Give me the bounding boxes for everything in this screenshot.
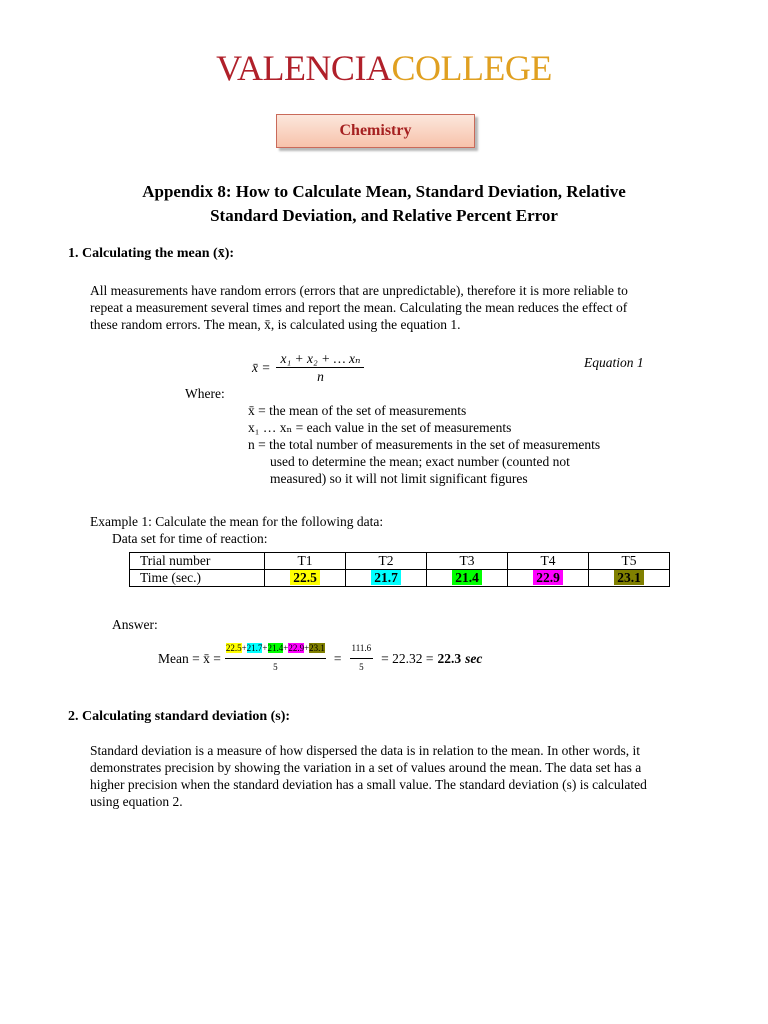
- answer-label: Answer:: [112, 617, 158, 632]
- table-cell: [427, 570, 508, 587]
- table-cell: [265, 570, 346, 587]
- paragraph-line: repeat a measurement several times and report the mean. Calculating the mean reduces the effect of: [90, 300, 628, 315]
- equation-numerator: x₁ + x₂ + … xₙ: [276, 350, 364, 368]
- subject-banner: [276, 114, 475, 148]
- where-label: Where:: [185, 386, 225, 401]
- table-row: [130, 570, 670, 587]
- sum-numerator: [225, 640, 326, 659]
- valencia-college-logo: [0, 48, 768, 88]
- dataset-line: Data set for time of reaction:: [112, 531, 268, 546]
- table-header-cell: T3: [427, 553, 508, 570]
- sum-term-5: 23.1: [309, 643, 325, 653]
- mean-result-value: 22.3: [437, 650, 462, 666]
- table-header-cell: T5: [589, 553, 670, 570]
- total-fraction: [350, 640, 374, 676]
- page-title: [60, 180, 708, 228]
- table-cell: [508, 570, 589, 587]
- title-line-1: Appendix 8: How to Calculate Mean, Standard Deviation, Relative: [142, 182, 626, 201]
- table-header-label: Trial number: [130, 553, 265, 570]
- value-t4: 22.9: [533, 570, 563, 585]
- value-t3: 21.4: [452, 570, 482, 585]
- total-numerator: 111.6: [350, 640, 374, 659]
- sum-fraction: [225, 640, 326, 676]
- equation-lhs: x̄ =: [252, 360, 271, 375]
- reaction-time-table: [129, 552, 670, 587]
- paragraph-line: Standard deviation is a measure of how dispersed the data is in relation to the mean. In other words, it: [90, 743, 640, 758]
- mean-prefix: Mean = x̄ =: [158, 650, 221, 666]
- plus-sign: +: [304, 643, 310, 653]
- value-t5: 23.1: [614, 570, 644, 585]
- where-definitions: [248, 402, 708, 487]
- equals-sign: =: [333, 650, 342, 666]
- mean-result-unit: sec: [465, 650, 483, 666]
- table-row: [130, 553, 670, 570]
- sum-denominator: 5: [273, 662, 278, 672]
- logo-valencia: VALENCIA: [216, 48, 392, 88]
- value-t1: 22.5: [290, 570, 320, 585]
- paragraph-line: All measurements have random errors (errors that are unpredictable), therefore it is more reliable to: [90, 283, 628, 298]
- section-1-heading: 1. Calculating the mean (x̄):: [68, 246, 235, 261]
- sum-term-2: 21.7: [246, 643, 263, 653]
- definition-mean: x̄ = the mean of the set of measurements: [248, 403, 467, 418]
- table-cell: [346, 570, 427, 587]
- plus-sign: +: [283, 643, 289, 653]
- title-line-2: Standard Deviation, and Relative Percent Error: [210, 206, 558, 225]
- table-row-label: Time (sec.): [130, 570, 265, 587]
- section-1-paragraph: [90, 282, 710, 333]
- definition-n-cont: measured) so it will not limit significant figures: [270, 471, 528, 486]
- equation-denominator: n: [317, 369, 324, 384]
- section-2-paragraph: [90, 742, 710, 810]
- mean-result-text: = 22.32 =: [381, 650, 434, 666]
- subject-label: Chemistry: [339, 122, 412, 139]
- table-cell: [589, 570, 670, 587]
- paragraph-line: using equation 2.: [90, 794, 183, 809]
- plus-sign: +: [262, 643, 268, 653]
- sum-term-4: 22.9: [288, 643, 305, 653]
- example-1-line: Example 1: Calculate the mean for the following data:: [90, 514, 384, 529]
- definition-n: n = the total number of measurements in the set of measurements: [248, 437, 601, 452]
- definition-values: x₁ … xₙ = each value in the set of measurements: [248, 420, 512, 435]
- equation-1: [252, 350, 364, 385]
- sum-term-3: 21.4: [267, 643, 284, 653]
- mean-calculation: [158, 640, 482, 676]
- paragraph-line: these random errors. The mean, x̄, is calculated using the equation 1.: [90, 317, 461, 332]
- table-header-cell: T4: [508, 553, 589, 570]
- logo-college: COLLEGE: [391, 48, 552, 88]
- equation-fraction: [276, 350, 364, 385]
- plus-sign: +: [241, 643, 247, 653]
- sum-term-1: 22.5: [225, 643, 242, 653]
- equation-1-label: Equation 1: [584, 355, 644, 370]
- section-2-heading: 2. Calculating standard deviation (s):: [68, 709, 291, 724]
- total-denominator: 5: [359, 662, 364, 672]
- table-header-cell: T1: [265, 553, 346, 570]
- table-header-cell: T2: [346, 553, 427, 570]
- definition-n-cont: used to determine the mean; exact number (counted not: [270, 454, 570, 469]
- paragraph-line: demonstrates precision by showing the variation in a set of values around the mean. The data set has a: [90, 760, 642, 775]
- value-t2: 21.7: [371, 570, 401, 585]
- paragraph-line: higher precision when the standard deviation has a small value. The standard deviation (s) is calculated: [90, 777, 647, 792]
